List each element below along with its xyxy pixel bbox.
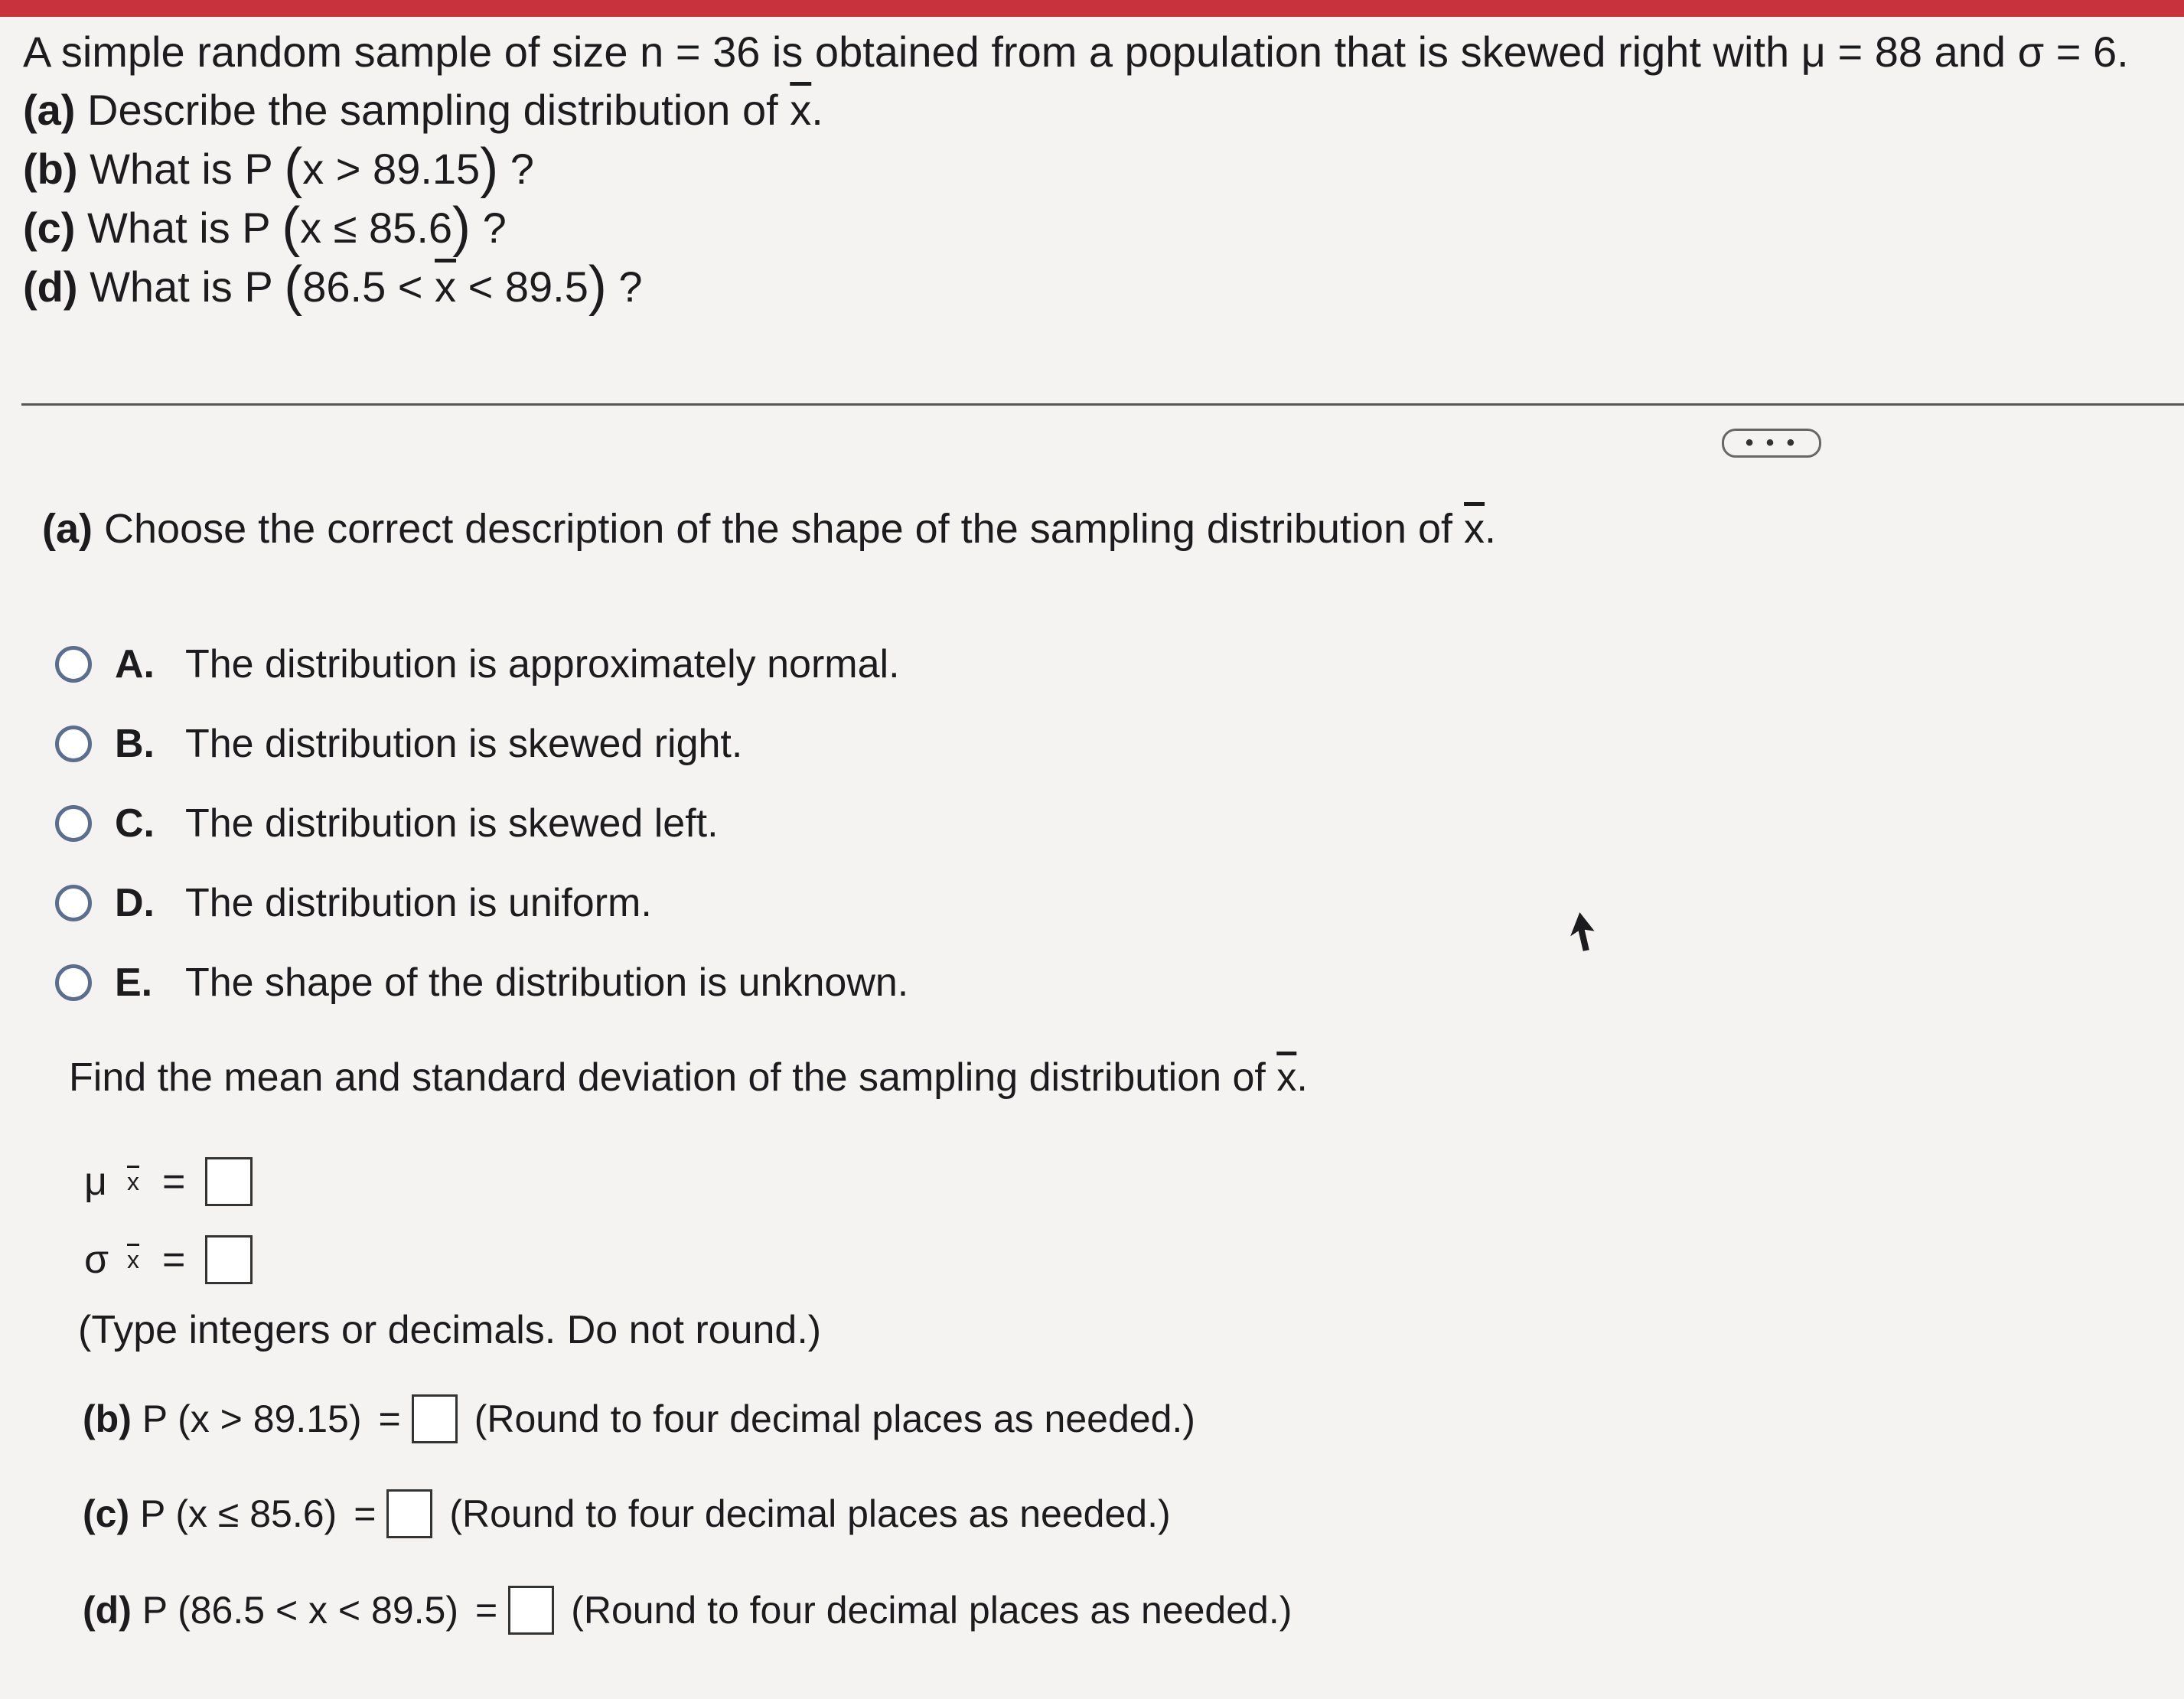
problem-part-b: (b) What is P (x > 89.15) ? <box>23 138 534 199</box>
mouse-pointer-icon <box>1564 909 1599 963</box>
sigma-symbol: σ <box>84 1238 109 1282</box>
answer-options <box>55 624 908 1022</box>
question-a-prompt: (a) Choose the correct description of the shape of the sampling distribution of $\overline{x}$. <box>42 506 1497 552</box>
sd-row: σ $\overline{x}$ = <box>84 1235 253 1284</box>
radio-button[interactable] <box>55 726 92 762</box>
problem-part-d: (d) What is P $(86.5 < \overline{x} < 89.5)$ ? <box>23 256 643 317</box>
mean-row: μ $\overline{x}$ = <box>84 1157 253 1206</box>
radio-button[interactable] <box>55 646 92 683</box>
mean-input[interactable] <box>205 1157 253 1206</box>
answer-c-row: (c) P (x ≤ 85.6) = (Round to four decimal places as needed.) <box>83 1489 1171 1538</box>
section-divider <box>21 403 2184 406</box>
radio-button[interactable] <box>55 885 92 921</box>
problem-part-c: (c) What is P (x ≤ 85.6) ? <box>23 197 507 258</box>
answer-b-input[interactable] <box>412 1394 458 1443</box>
sd-input[interactable] <box>205 1235 253 1284</box>
problem-statement <box>23 23 2129 316</box>
answer-b-row: (b) P (x > 89.15) = (Round to four decimal places as needed.) <box>83 1394 1195 1443</box>
answer-d-row: (d) P (86.5 < x < 89.5) = (Round to four decimal places as needed.) <box>83 1586 1292 1635</box>
top-accent-bar <box>0 0 2184 17</box>
option-a[interactable]: A. The distribution is approximately normal. <box>55 624 908 704</box>
radio-button[interactable] <box>55 805 92 842</box>
problem-intro: A simple random sample of size n = 36 is obtained from a population that is skewed right with μ = 88 and σ = 6. <box>23 28 2129 76</box>
option-d[interactable]: D. The distribution is uniform. <box>55 863 908 943</box>
option-c[interactable]: C. The distribution is skewed left. <box>55 784 908 863</box>
mu-symbol: μ <box>84 1159 107 1204</box>
problem-part-a: (a) Describe the sampling distribution of $\overline{x}$. <box>23 86 823 134</box>
option-b[interactable]: B. The distribution is skewed right. <box>55 704 908 784</box>
answer-c-input[interactable] <box>386 1489 432 1538</box>
radio-button[interactable] <box>55 964 92 1001</box>
type-note: (Type integers or decimals. Do not round.) <box>78 1308 822 1352</box>
option-e[interactable]: E. The shape of the distribution is unknown. <box>55 943 908 1022</box>
more-options-button[interactable]: • • • <box>1722 429 1821 458</box>
find-mean-sd-prompt: Find the mean and standard deviation of the sampling distribution of $\overline{x}$. <box>69 1055 1308 1100</box>
answer-d-input[interactable] <box>508 1586 554 1635</box>
